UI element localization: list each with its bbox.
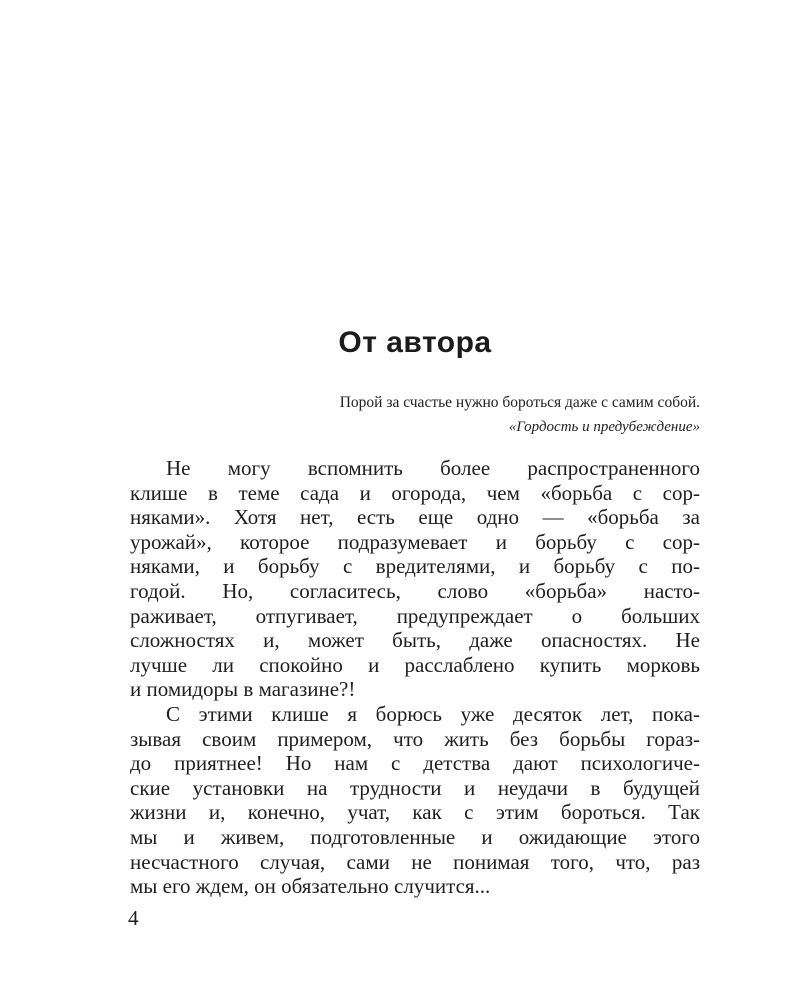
text-line: С этими клише я борюсь уже десяток лет, пока- (166, 701, 700, 726)
text-line: клише в теме сада и огорода, чем «борьба с сор- (130, 480, 700, 505)
page-number: 4 (128, 906, 139, 930)
epigraph-source: «Гордость и предубеждение» (508, 419, 700, 435)
text-line: няками». Хотя нет, есть еще одно — «борьба за (130, 505, 700, 530)
text-line: раживает, отпугивает, предупреждает о больших (130, 603, 700, 628)
epigraph-text: Порой за счастье нужно бороться даже с самим собой. (339, 394, 700, 411)
text-line: няками, и борьбу с вредителями, и борьбу с по- (130, 554, 700, 579)
text-line: несчастного случая, сами не понимая того, что, раз (130, 849, 700, 874)
body-text (130, 456, 700, 899)
text-line: мы и живем, подготовленные и ожидающие этого (130, 824, 700, 849)
text-line: мы его ждем, он обязательно случится... (130, 874, 491, 899)
text-line: ские установки на трудности и неудачи в будущей (130, 775, 700, 800)
text-line: лучше ли спокойно и расслаблено купить морковь (130, 652, 700, 677)
epigraph (340, 390, 700, 440)
text-line: жизни и, конечно, учат, как с этим бороться. Так (130, 800, 700, 825)
text-line: Не могу вспомнить более распространенного (166, 456, 700, 480)
text-line: сложностях и, может быть, даже опасностях. Не (130, 628, 700, 653)
text-line: до приятнее! Но нам с детства дают психологиче- (130, 751, 700, 776)
text-line: годой. Но, согласитесь, слово «борьба» насто- (130, 578, 700, 603)
page-title: От автора (338, 326, 492, 359)
text-line: зывая своим примером, что жить без борьбы гораз- (130, 726, 700, 751)
text-line: урожай», которое подразумевает и борьбу с сор- (130, 529, 700, 554)
text-line: и помидоры в магазине?! (130, 677, 356, 702)
